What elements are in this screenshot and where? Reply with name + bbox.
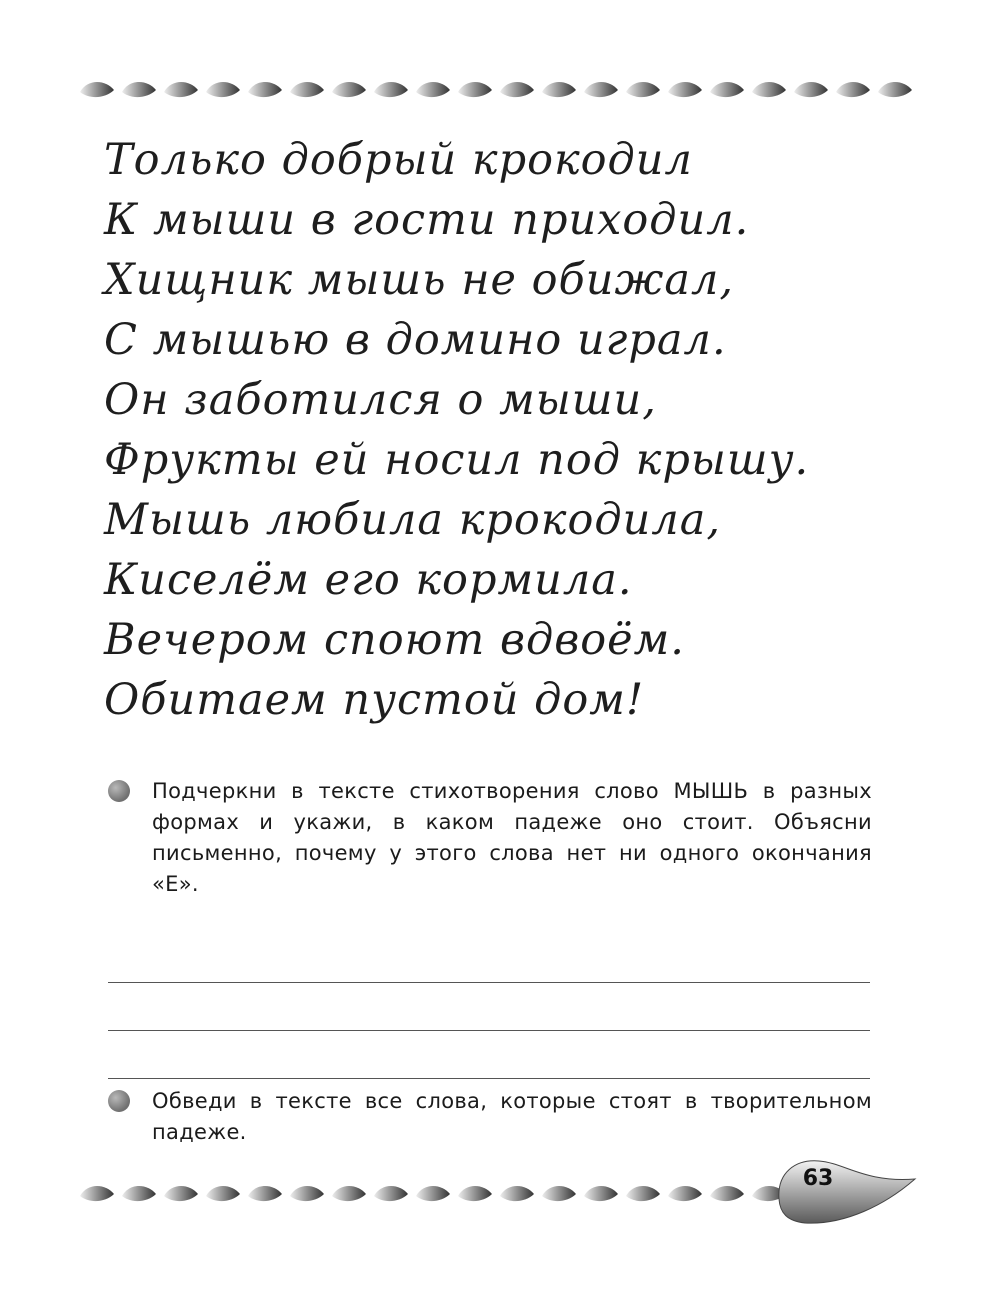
poem-line: Обитаем пустой дом! bbox=[104, 675, 645, 725]
leaf-ornament-icon bbox=[120, 1180, 158, 1208]
leaf-ornament-icon bbox=[624, 1180, 662, 1208]
leaf-ornament-icon bbox=[792, 76, 830, 104]
task-text: Подчеркни в тексте стихотворения слово МЫШЬ в разных формах и укажи, в каком падеже оно стоит. Объясни письменно, почему у этого слова нет ни одного окончания «Е». bbox=[152, 779, 872, 896]
answer-line[interactable] bbox=[108, 1031, 870, 1079]
leaf-ornament-icon bbox=[162, 1180, 200, 1208]
leaf-ornament-icon bbox=[372, 76, 410, 104]
leaf-ornament-icon bbox=[498, 76, 536, 104]
task-underline bbox=[108, 776, 872, 900]
leaf-ornament-icon bbox=[246, 76, 284, 104]
leaf-ornament-icon bbox=[540, 76, 578, 104]
poem-line: Он заботился о мыши, bbox=[104, 375, 657, 425]
leaf-ornament-icon bbox=[78, 1180, 116, 1208]
leaf-ornament-icon bbox=[78, 76, 116, 104]
leaf-ornament-icon bbox=[288, 76, 326, 104]
leaf-ornament-icon bbox=[834, 76, 872, 104]
poem-line: Хищник мышь не обижал, bbox=[104, 255, 735, 305]
poem-line: Вечером споют вдвоём. bbox=[104, 615, 685, 665]
leaf-ornament-icon bbox=[582, 76, 620, 104]
leaf-ornament-icon bbox=[456, 76, 494, 104]
leaf-ornament-icon bbox=[204, 76, 242, 104]
leaf-ornament-icon bbox=[288, 1180, 326, 1208]
leaf-ornament-icon bbox=[876, 76, 914, 104]
leaf-ornament-icon bbox=[330, 76, 368, 104]
bullet-icon bbox=[108, 780, 130, 802]
leaf-ornament-icon bbox=[246, 1180, 284, 1208]
poem-line: К мыши в гости приходил. bbox=[104, 195, 750, 245]
poem bbox=[104, 130, 924, 730]
answer-lines bbox=[108, 935, 870, 1079]
leaf-ornament-icon bbox=[120, 76, 158, 104]
bullet-icon bbox=[108, 1090, 130, 1112]
leaf-ornament-icon bbox=[204, 1180, 242, 1208]
leaf-ornament-icon bbox=[372, 1180, 410, 1208]
answer-line[interactable] bbox=[108, 983, 870, 1031]
poem-line: С мышью в домино играл. bbox=[104, 315, 727, 365]
poem-line: Фрукты ей носил под крышу. bbox=[104, 435, 810, 485]
leaf-ornament-icon bbox=[666, 76, 704, 104]
leaf-ornament-icon bbox=[582, 1180, 620, 1208]
bottom-ornament-border bbox=[78, 1180, 788, 1208]
leaf-ornament-icon bbox=[624, 76, 662, 104]
leaf-ornament-icon bbox=[162, 76, 200, 104]
leaf-ornament-icon bbox=[708, 76, 746, 104]
task-text: Обведи в тексте все слова, которые стоят в творительном падеже. bbox=[152, 1089, 872, 1144]
poem-line: Только добрый крокодил bbox=[104, 135, 693, 185]
leaf-ornament-icon bbox=[330, 1180, 368, 1208]
task-circle bbox=[108, 1086, 872, 1148]
leaf-ornament-icon bbox=[456, 1180, 494, 1208]
leaf-ornament-icon bbox=[414, 76, 452, 104]
poem-line: Мышь любила крокодила, bbox=[104, 495, 722, 545]
answer-line[interactable] bbox=[108, 935, 870, 983]
top-ornament-border bbox=[78, 76, 914, 104]
leaf-ornament-icon bbox=[540, 1180, 578, 1208]
leaf-ornament-icon bbox=[708, 1180, 746, 1208]
poem-line: Киселём его кормила. bbox=[104, 555, 633, 605]
page-number: 63 bbox=[802, 1166, 834, 1191]
leaf-ornament-icon bbox=[414, 1180, 452, 1208]
leaf-ornament-icon bbox=[750, 76, 788, 104]
leaf-ornament-icon bbox=[666, 1180, 704, 1208]
leaf-ornament-icon bbox=[498, 1180, 536, 1208]
